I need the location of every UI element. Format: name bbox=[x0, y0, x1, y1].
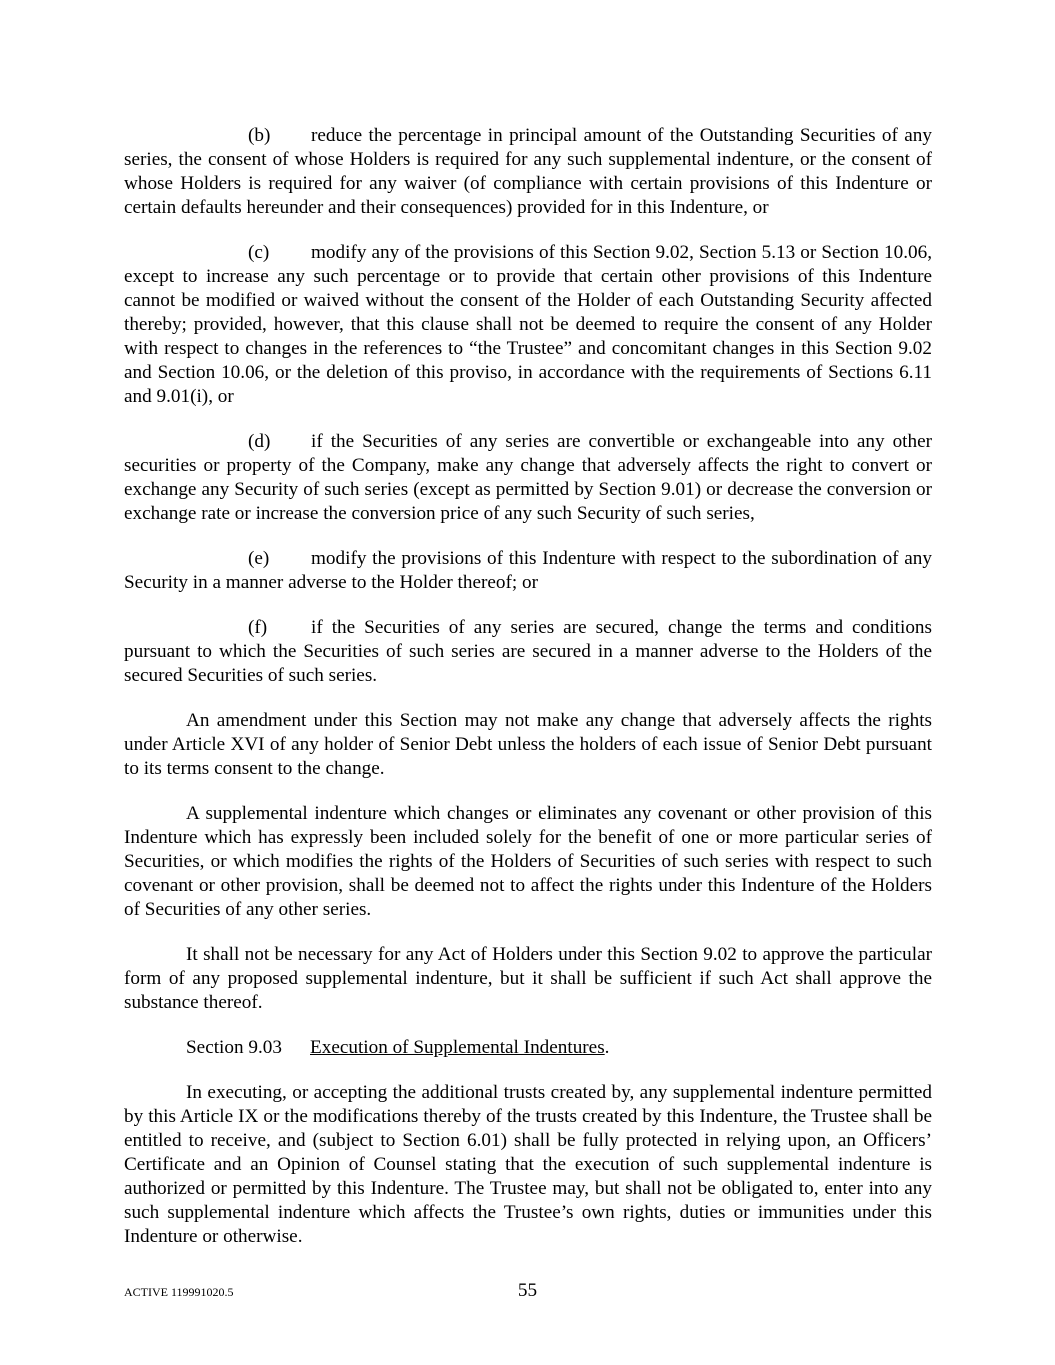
clause-label: (f) bbox=[248, 617, 268, 638]
clause-text: modify the provisions of this Indenture with respect to the subordination of any Security in a manner adverse to the Holder thereof; or bbox=[124, 548, 932, 593]
clause-text: if the Securities of any series are convertible or exchangeable into any other securities or property of the Company, make any change that adversely affects the right to convert or exchange any Security of such series (except as permitted by Section 9.01) or decrease the conversion or exchange rate or increase the conversion price of any such Security of such series, bbox=[124, 431, 932, 524]
clause-b bbox=[124, 124, 932, 220]
paragraph-amendment: An amendment under this Section may not make any change that adversely affects the rights under Article XVI of any holder of Senior Debt unless the holders of each issue of Senior Debt pursuant to its terms consent to the change. bbox=[124, 710, 932, 779]
document-body bbox=[124, 124, 932, 1270]
page-number: 55 bbox=[517, 1280, 538, 1301]
section-title: Execution of Supplemental Indentures bbox=[310, 1037, 605, 1058]
section-heading bbox=[124, 1036, 932, 1060]
clause-text: if the Securities of any series are secured, change the terms and conditions pursuant to which the Securities of such series are secured in a manner adverse to the Holders of the secured Securities of such series. bbox=[124, 617, 932, 686]
clause-f bbox=[124, 616, 932, 688]
clause-text: modify any of the provisions of this Section 9.02, Section 5.13 or Section 10.06, except to increase any such percentage or to provide that certain other provisions of this Indenture cannot be modified or waived without the consent of the Holder of each Outstanding Security affected thereby; provided, however, that this clause shall not be deemed to require the consent of any Holder with respect to changes in the references to “the Trustee” and concomitant changes in this Section 9.02 and Section 10.06, or the deletion of this proviso, in accordance with the requirements of Sections 6.11 and 9.01(i), or bbox=[124, 242, 932, 407]
section-number: Section 9.03 bbox=[186, 1037, 282, 1058]
clause-e bbox=[124, 547, 932, 595]
paragraph-covenant: A supplemental indenture which changes or eliminates any covenant or other provision of this Indenture which has expressly been included solely for the benefit of one or more particular series of Securities, or which modifies the rights of the Holders of Securities of such series with respect to such covenant or other provision, shall be deemed not to affect the rights under this Indenture of the Holders of Securities of any other series. bbox=[124, 803, 932, 920]
section-title-period: . bbox=[604, 1037, 610, 1058]
clause-label: (e) bbox=[248, 548, 270, 569]
clause-c bbox=[124, 241, 932, 409]
paragraph-act-of-holders: It shall not be necessary for any Act of Holders under this Section 9.02 to approve the particular form of any proposed supplemental indenture, but it shall be sufficient if such Act shall approve the substance thereof. bbox=[124, 944, 932, 1013]
document-id: ACTIVE 119991020.5 bbox=[124, 1285, 234, 1299]
clause-d bbox=[124, 430, 932, 526]
paragraph-execution: In executing, or accepting the additional trusts created by, any supplemental indenture permitted by this Article IX or the modifications thereby of the trusts created by this Indenture, the Trustee shall be entitled to receive, and (subject to Section 6.01) shall be fully protected in relying upon, an Officers’ Certificate and an Opinion of Counsel stating that the execution of such supplemental indenture is authorized or permitted by this Indenture. The Trustee may, but shall not be obligated to, enter into any such supplemental indenture which affects the Trustee’s own rights, duties or immunities under this Indenture or otherwise. bbox=[124, 1082, 932, 1247]
clause-label: (b) bbox=[248, 125, 271, 146]
clause-label: (c) bbox=[248, 242, 270, 263]
clause-label: (d) bbox=[248, 431, 271, 452]
clause-text: reduce the percentage in principal amount of the Outstanding Securities of any series, the consent of whose Holders is required for any such supplemental indenture, or the consent of whose Holders is required for any waiver (of compliance with certain provisions of this Indenture or certain defaults hereunder and their consequences) provided for in this Indenture, or bbox=[124, 125, 932, 218]
